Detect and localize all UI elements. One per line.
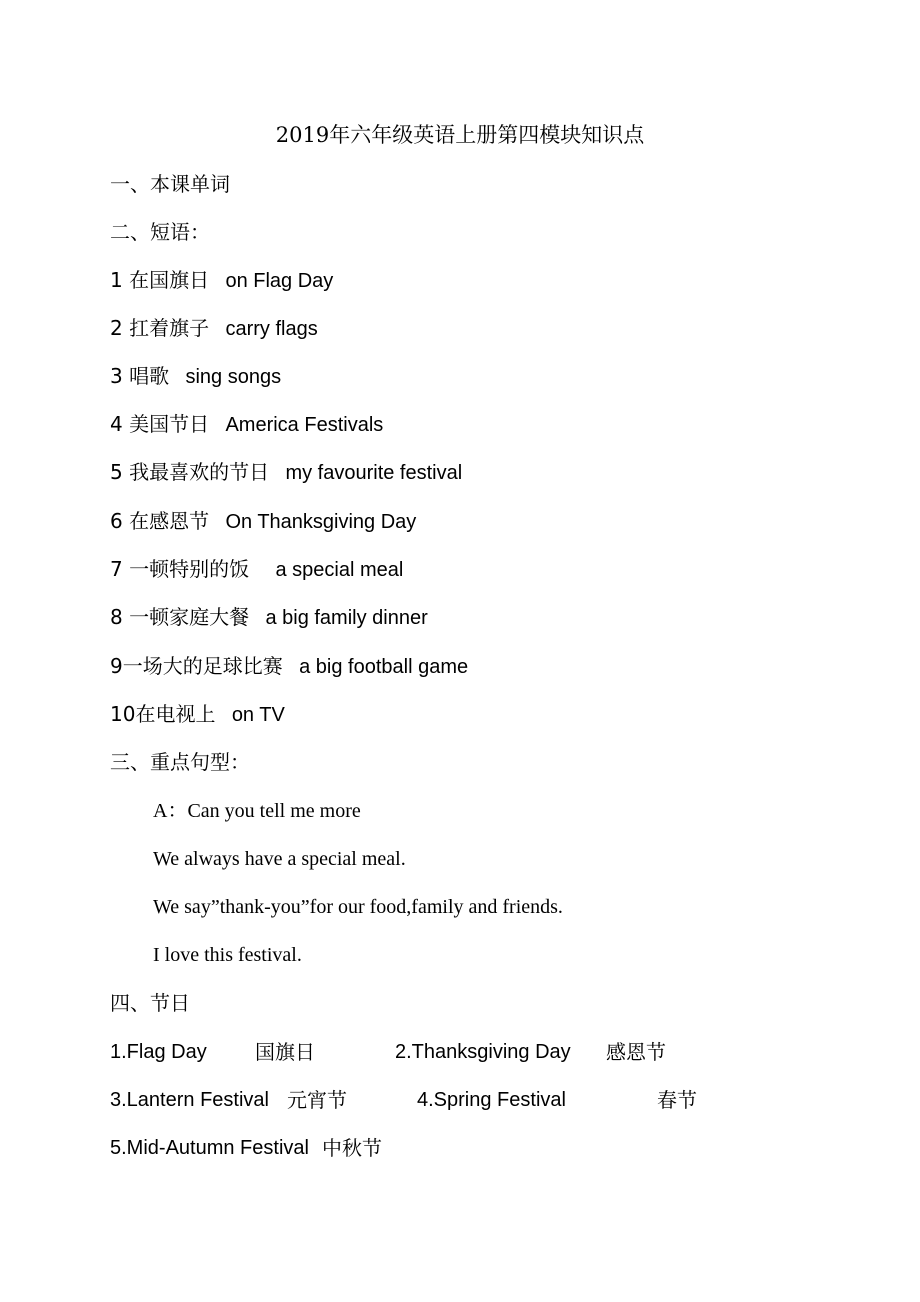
section-heading-festivals: 四、节日 [110, 991, 190, 1015]
phrase-item [110, 602, 428, 633]
festival-chinese: 中秋节 [322, 1136, 382, 1160]
festival-chinese: 国旗日 [255, 1040, 315, 1064]
phrase-english: on TV [231, 704, 285, 726]
festival-chinese: 元宵节 [287, 1088, 347, 1112]
phrase-item [110, 409, 383, 440]
phrase-number: 2 [110, 316, 123, 340]
key-sentence: A：Can you tell me more [153, 800, 361, 822]
phrase-english: a big football game [299, 656, 469, 678]
phrase-item [110, 506, 416, 537]
phrase-number: 1 [110, 268, 123, 292]
phrase-chinese: 在电视上 [135, 702, 216, 726]
phrase-number: 7 [110, 557, 123, 581]
phrase-number: 6 [110, 509, 123, 533]
festival-english: 3.Lantern Festival [110, 1089, 269, 1111]
phrase-item [110, 457, 462, 488]
document-title: 2019年六年级英语上册第四模块知识点 [275, 123, 645, 147]
phrase-number: 10 [110, 702, 136, 726]
key-sentence: We always have a special meal. [153, 848, 406, 870]
festival-chinese: 感恩节 [606, 1040, 666, 1064]
phrase-english: America Festivals [225, 414, 384, 436]
phrase-chinese: 在感恩节 [129, 509, 210, 533]
phrase-chinese: 唱歌 [129, 364, 170, 388]
phrase-number: 5 [110, 460, 123, 484]
phrase-chinese: 一顿特别的饭 [129, 557, 250, 581]
phrase-chinese: 在国旗日 [129, 268, 210, 292]
festival-english: 4.Spring Festival [417, 1089, 566, 1111]
phrase-number: 9 [110, 654, 123, 678]
key-sentence: I love this festival. [153, 944, 302, 966]
phrase-english: sing songs [185, 366, 282, 388]
festival-chinese: 春节 [657, 1088, 697, 1112]
phrase-item [110, 699, 285, 730]
phrase-number: 4 [110, 412, 123, 436]
phrase-english: On Thanksgiving Day [225, 511, 417, 533]
festival-english: 5.Mid-Autumn Festival [110, 1137, 309, 1159]
phrase-item [110, 313, 318, 344]
phrase-item [110, 554, 403, 585]
phrase-english: my favourite festival [285, 462, 463, 484]
phrase-number: 8 [110, 605, 123, 629]
phrase-english: carry flags [225, 318, 318, 340]
phrase-item [110, 265, 333, 296]
phrase-chinese: 一顿家庭大餐 [129, 605, 250, 629]
key-sentence: We say”thank-you”for our food,family and friends. [153, 896, 563, 918]
phrase-chinese: 我最喜欢的节日 [129, 460, 270, 484]
phrase-item [110, 651, 468, 682]
phrase-chinese: 美国节日 [129, 412, 210, 436]
section-heading-phrases: 二、短语： [110, 220, 210, 244]
section-heading-sentences: 三、重点句型： [110, 750, 250, 774]
phrase-chinese: 一场大的足球比赛 [122, 654, 283, 678]
section-heading-words: 一、本课单词 [110, 172, 230, 196]
phrase-english: a special meal [275, 559, 404, 581]
phrase-item [110, 361, 281, 392]
phrase-number: 3 [110, 364, 123, 388]
phrase-english: on Flag Day [225, 270, 334, 292]
festival-english: 2.Thanksgiving Day [395, 1041, 571, 1063]
phrase-english: a big family dinner [265, 607, 428, 629]
phrase-chinese: 扛着旗子 [129, 316, 210, 340]
festival-english: 1.Flag Day [110, 1041, 207, 1063]
